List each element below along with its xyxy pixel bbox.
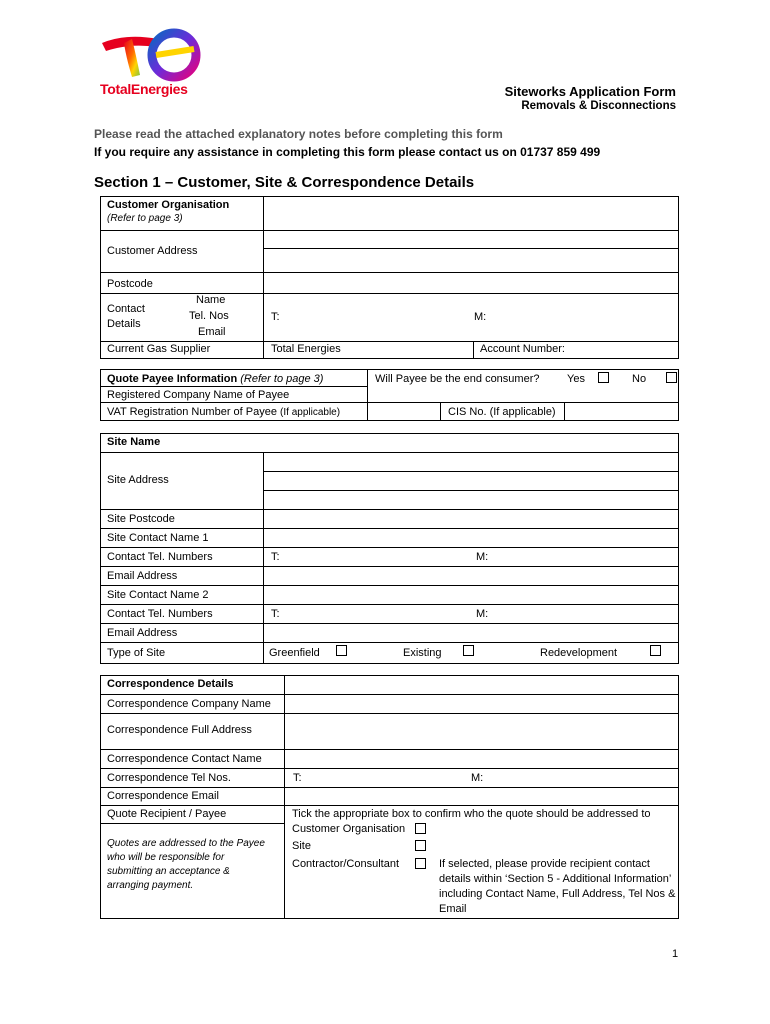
customer-address-label: Customer Address xyxy=(107,245,198,257)
totalenergies-logo-icon xyxy=(96,25,206,83)
end-consumer-question: Will Payee be the end consumer? xyxy=(375,373,540,385)
site-email1-field[interactable] xyxy=(264,567,678,585)
payee-info-ref: (Refer to page 3) xyxy=(240,373,324,385)
corr-email-field[interactable] xyxy=(285,788,678,805)
quotes-note-3: submitting an acceptance & xyxy=(107,866,230,877)
corr-company-label: Correspondence Company Name xyxy=(107,698,271,710)
no-checkbox[interactable] xyxy=(666,372,677,383)
correspondence-heading: Correspondence Details xyxy=(107,678,234,690)
contractor-note-3: including Contact Name, Full Address, Tel Nos & xyxy=(439,888,676,900)
redevelopment-checkbox[interactable] xyxy=(650,645,661,656)
quote-recipient-label: Quote Recipient / Payee xyxy=(107,808,227,820)
customer-tel-m-label: M: xyxy=(474,311,487,323)
no-label: No xyxy=(632,373,647,385)
existing-checkbox[interactable] xyxy=(463,645,474,656)
customer-org-ref: (Refer to page 3) xyxy=(107,213,183,224)
site-postcode-field[interactable] xyxy=(264,510,678,528)
site-email2-field[interactable] xyxy=(264,624,678,642)
site-tel1-m: M: xyxy=(476,551,489,563)
corr-tel-t: T: xyxy=(293,772,302,784)
payee-company-label: Registered Company Name of Payee xyxy=(107,389,290,401)
customer-postcode-label: Postcode xyxy=(107,278,153,290)
contractor-note-2: details within ‘Section 5 - Additional Information’ xyxy=(439,873,672,885)
note-contact-assistance: If you require any assistance in completing this form please contact us on 01737 859 499 xyxy=(94,145,601,159)
customer-org-label: Customer Organisation xyxy=(107,199,230,211)
site-type-greenfield-label: Greenfield xyxy=(269,647,320,659)
site-name-field[interactable] xyxy=(264,434,678,452)
account-number-field[interactable] xyxy=(575,342,678,358)
site-contact1-field[interactable] xyxy=(264,529,678,547)
site-email2-label: Email Address xyxy=(107,627,178,639)
corr-address-label: Correspondence Full Address xyxy=(107,724,252,736)
contact-tel-label: Tel. Nos xyxy=(189,310,229,322)
contact-name-label: Name xyxy=(196,294,226,306)
brand-name: TotalEnergies xyxy=(100,81,188,97)
details-label: Details xyxy=(107,318,141,330)
site-postcode-label: Site Postcode xyxy=(107,513,175,525)
page-number: 1 xyxy=(672,948,679,960)
customer-tel-t-label: T: xyxy=(271,311,280,323)
site-address-label: Site Address xyxy=(107,474,169,486)
corr-address-field[interactable] xyxy=(285,714,678,749)
site-name-label: Site Name xyxy=(107,436,161,448)
option-customer-label: Customer Organisation xyxy=(292,823,406,835)
payee-company-field[interactable] xyxy=(368,387,678,402)
gas-supplier-label: Current Gas Supplier xyxy=(107,343,211,355)
payee-info-label xyxy=(107,373,323,385)
contractor-note-1: If selected, please provide recipient contact xyxy=(439,858,650,870)
site-type-existing-label: Existing xyxy=(403,647,442,659)
contractor-checkbox[interactable] xyxy=(415,858,426,869)
form-subtitle: Removals & Disconnections xyxy=(521,100,676,112)
contact-label: Contact xyxy=(107,303,145,315)
gas-supplier-value: Total Energies xyxy=(271,343,341,355)
corr-tel-label: Correspondence Tel Nos. xyxy=(107,772,231,784)
corr-email-label: Correspondence Email xyxy=(107,790,219,802)
site-address-field[interactable] xyxy=(264,453,678,509)
yes-label: Yes xyxy=(567,373,585,385)
corr-company-field[interactable] xyxy=(285,695,678,713)
option-site-label: Site xyxy=(292,840,311,852)
payee-info-title: Quote Payee Information xyxy=(107,373,238,385)
customer-address-field-2[interactable] xyxy=(264,249,678,272)
quotes-note-2: who will be responsible for xyxy=(107,852,225,863)
cis-field[interactable] xyxy=(565,403,678,420)
corr-contact-field[interactable] xyxy=(285,750,678,768)
note-read-attached: Please read the attached explanatory notes before completing this form xyxy=(94,127,503,141)
site-tel2-t: T: xyxy=(271,608,280,620)
customer-address-field-1[interactable] xyxy=(264,231,678,248)
section-heading: Section 1 – Customer, Site & Correspondence Details xyxy=(94,174,475,191)
contact-email-label: Email xyxy=(198,326,226,338)
vat-label-text: VAT Registration Number of Payee xyxy=(107,406,277,418)
vat-note: (If applicable) xyxy=(280,407,341,418)
customer-postcode-field[interactable] xyxy=(264,273,678,293)
site-type-label: Type of Site xyxy=(107,647,166,659)
quotes-note-1: Quotes are addressed to the Payee xyxy=(107,838,265,849)
logo xyxy=(96,25,206,97)
site-checkbox[interactable] xyxy=(415,840,426,851)
customer-org-field[interactable] xyxy=(264,197,678,230)
account-number-label: Account Number: xyxy=(480,343,565,355)
site-tel1-t: T: xyxy=(271,551,280,563)
site-type-redevelopment-label: Redevelopment xyxy=(540,647,618,659)
corr-tel-m: M: xyxy=(471,772,484,784)
greenfield-checkbox[interactable] xyxy=(336,645,347,656)
corr-contact-label: Correspondence Contact Name xyxy=(107,753,262,765)
site-tel2-m: M: xyxy=(476,608,489,620)
site-email1-label: Email Address xyxy=(107,570,178,582)
site-contact2-label: Site Contact Name 2 xyxy=(107,589,209,601)
yes-checkbox[interactable] xyxy=(598,372,609,383)
tick-instruction: Tick the appropriate box to confirm who the quote should be addressed to xyxy=(292,808,651,820)
site-contact1-label: Site Contact Name 1 xyxy=(107,532,209,544)
site-tel2-label: Contact Tel. Numbers xyxy=(107,608,213,620)
option-contractor-label: Contractor/Consultant xyxy=(292,858,399,870)
cis-label: CIS No. (If applicable) xyxy=(448,406,556,418)
site-contact2-field[interactable] xyxy=(264,586,678,604)
quotes-note-4: arranging payment. xyxy=(107,880,194,891)
contractor-note-4: Email xyxy=(439,903,467,915)
customer-org-checkbox[interactable] xyxy=(415,823,426,834)
form-title: Siteworks Application Form xyxy=(504,84,676,99)
vat-label xyxy=(107,406,340,418)
site-tel1-label: Contact Tel. Numbers xyxy=(107,551,213,563)
